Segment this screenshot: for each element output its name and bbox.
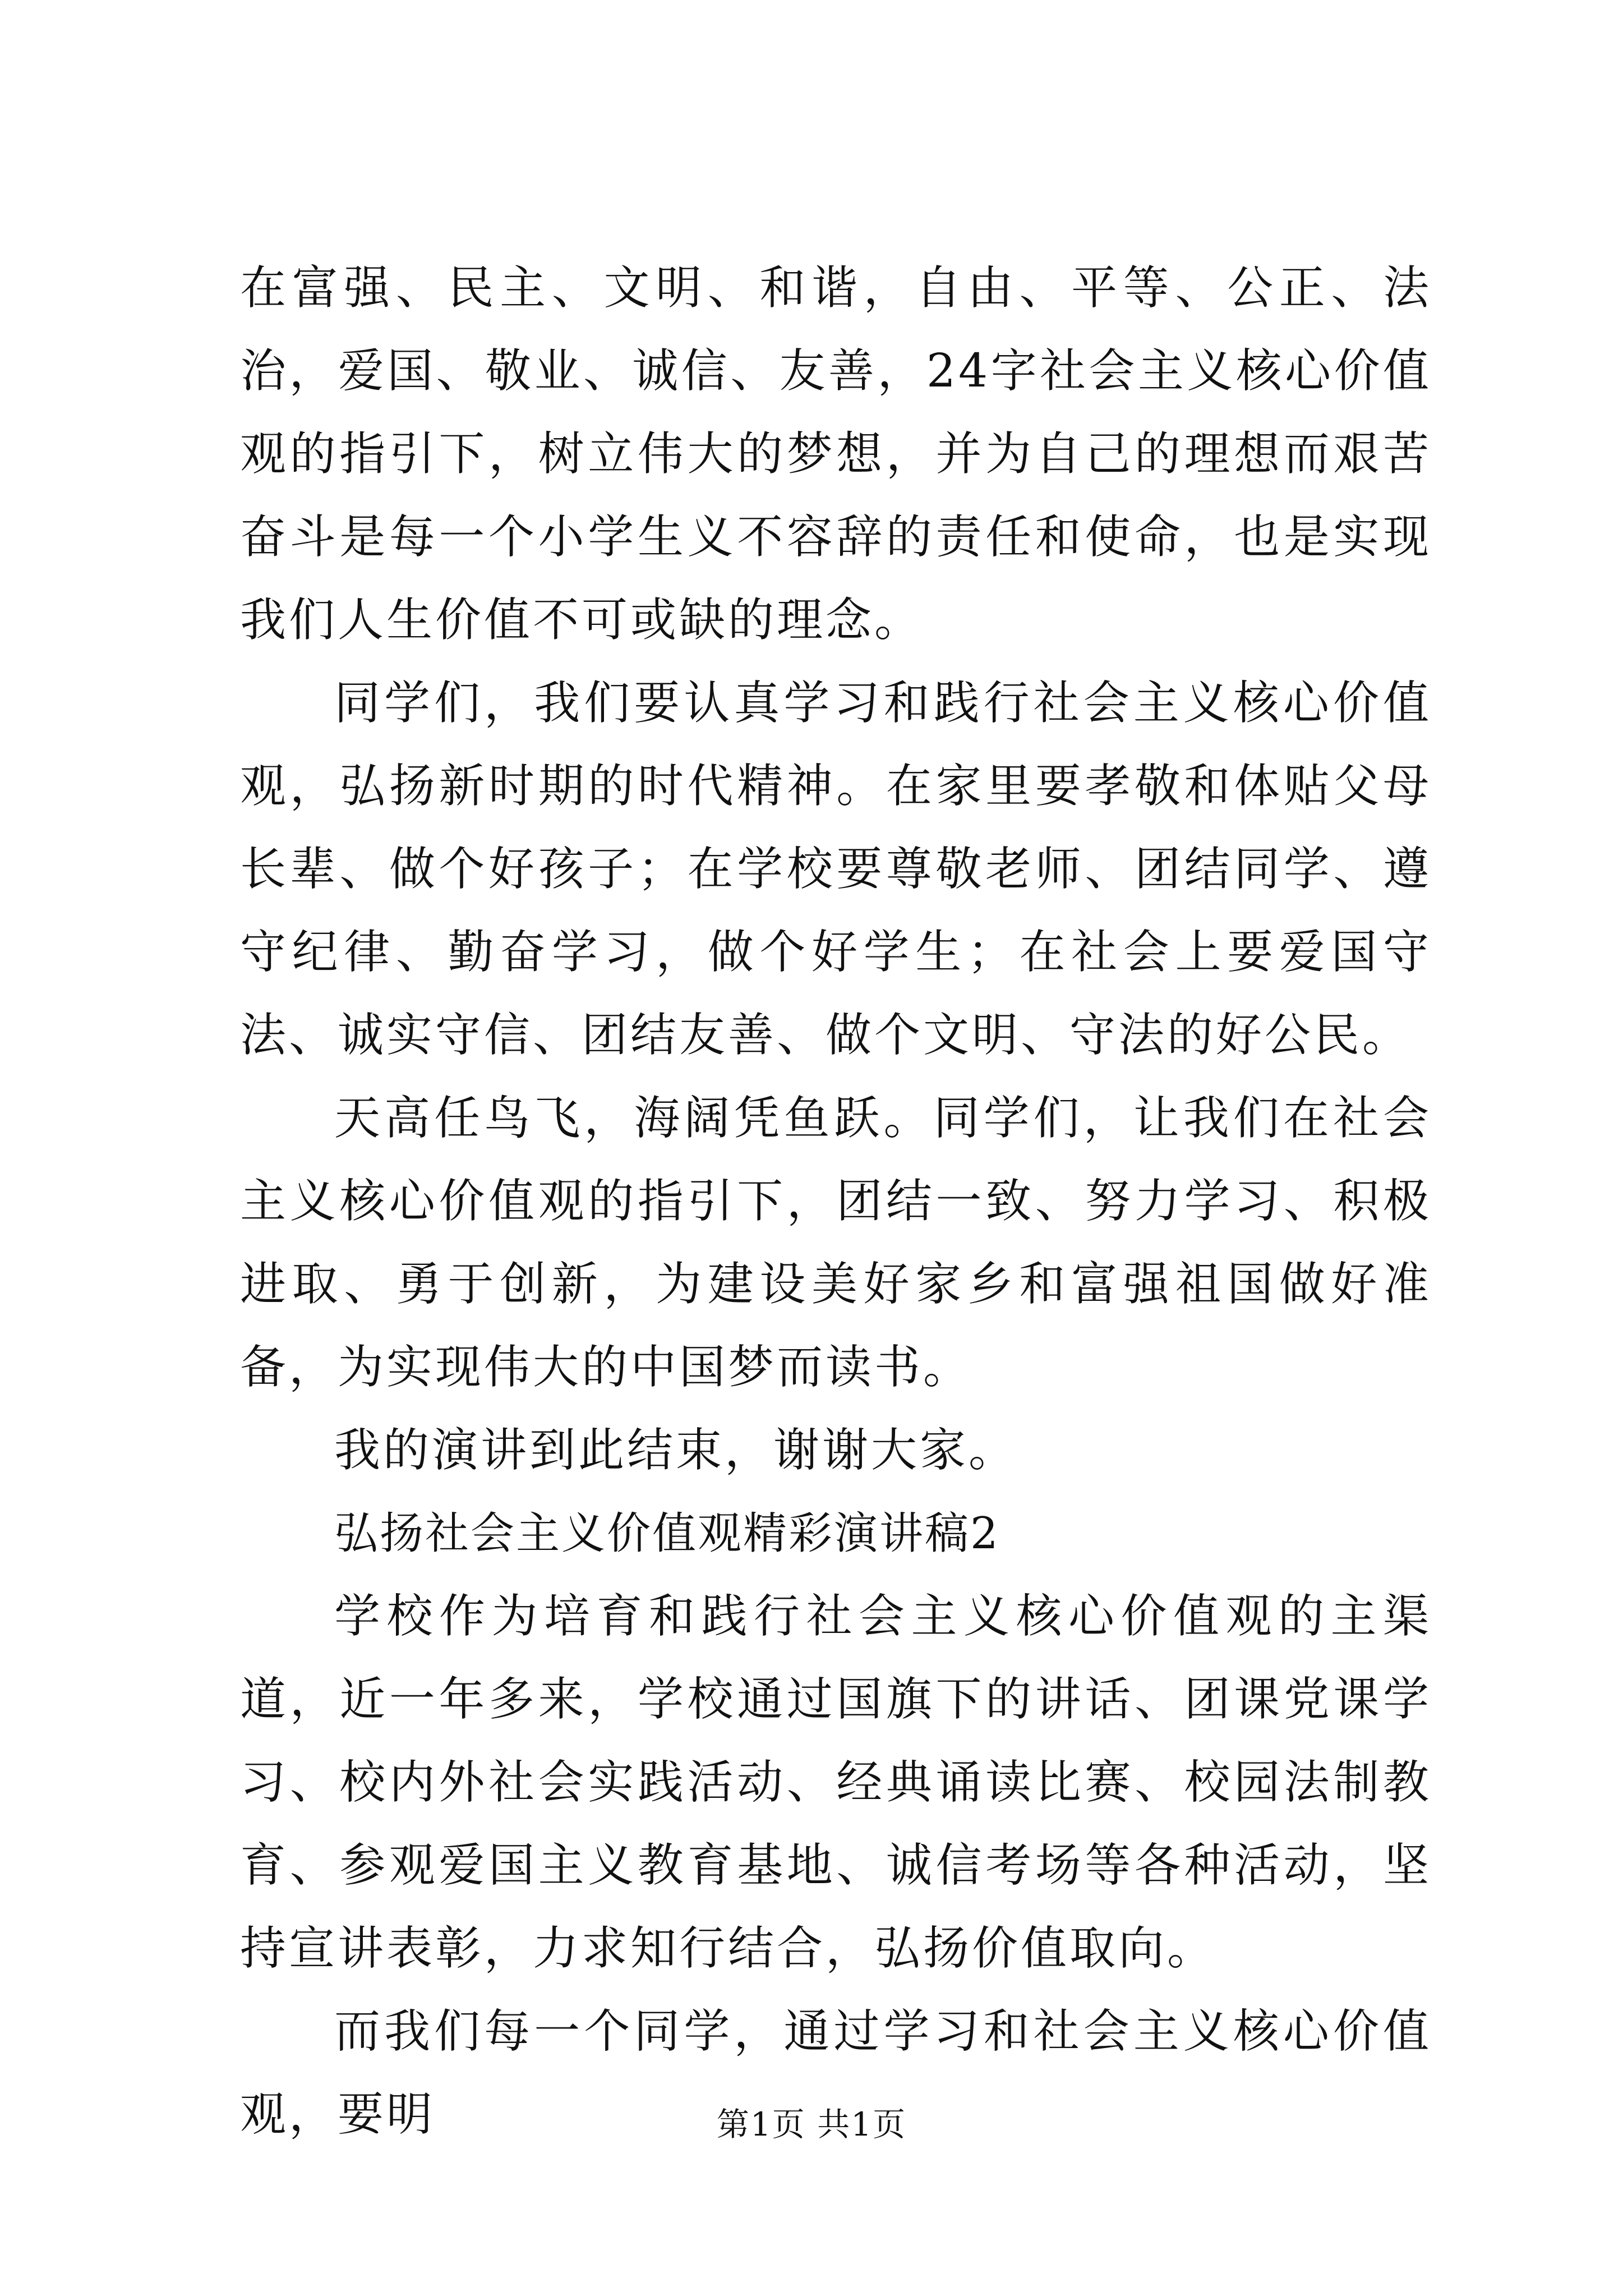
section-title: 弘扬社会主义价值观精彩演讲稿2 bbox=[334, 1508, 1000, 1559]
paragraph-students-practice: 同学们，我们要认真学习和践行社会主义核心价值观，弘扬新时期的时代精神。在家里要孝敬和体贴父母长辈、做个好孩子；在学校要尊敬老师、团结同学、遵守纪律、勤奋学习，做个好学生；在社会上要爱国守法、诚实守信、团结友善、做个文明、守法的好公民。 bbox=[240, 677, 1432, 1062]
paragraph-closing: 我的演讲到此结束，谢谢大家。 bbox=[334, 1424, 1018, 1477]
paragraph-school-channel: 学校作为培育和践行社会主义核心价值观的主渠道，近一年多来，学校通过国旗下的讲话、团课党课学习、校内外社会实践活动、经典诵读比赛、校园法制教育、参观爱国主义教育基地、诚信考场等各种活动，坚持宣讲表彰，力求知行结合，弘扬价值取向。 bbox=[240, 1590, 1432, 1975]
document-body bbox=[240, 247, 1432, 2156]
paragraph-sky-high: 天高任鸟飞，海阔凭鱼跃。同学们，让我们在社会主义核心价值观的指引下，团结一致、努力学习、积极进取、勇于创新，为建设美好家乡和富强祖国做好准备，为实现伟大的中国梦而读书。 bbox=[240, 1092, 1432, 1394]
page-footer: 第1页 共1页 bbox=[716, 2105, 907, 2143]
paragraph-every-student: 而我们每一个同学，通过学习和社会主义核心价值观，要明 bbox=[240, 2005, 1432, 2141]
paragraph-core-values: 在富强、民主、文明、和谐，自由、平等、公正、法治，爱国、敬业、诚信、友善，24字社会主义核心价值观的指引下，树立伟大的梦想，并为自己的理想而艰苦奋斗是每一个小学生义不容辞的责任和使命，也是实现我们人生价值不可或缺的理念。 bbox=[240, 261, 1432, 647]
